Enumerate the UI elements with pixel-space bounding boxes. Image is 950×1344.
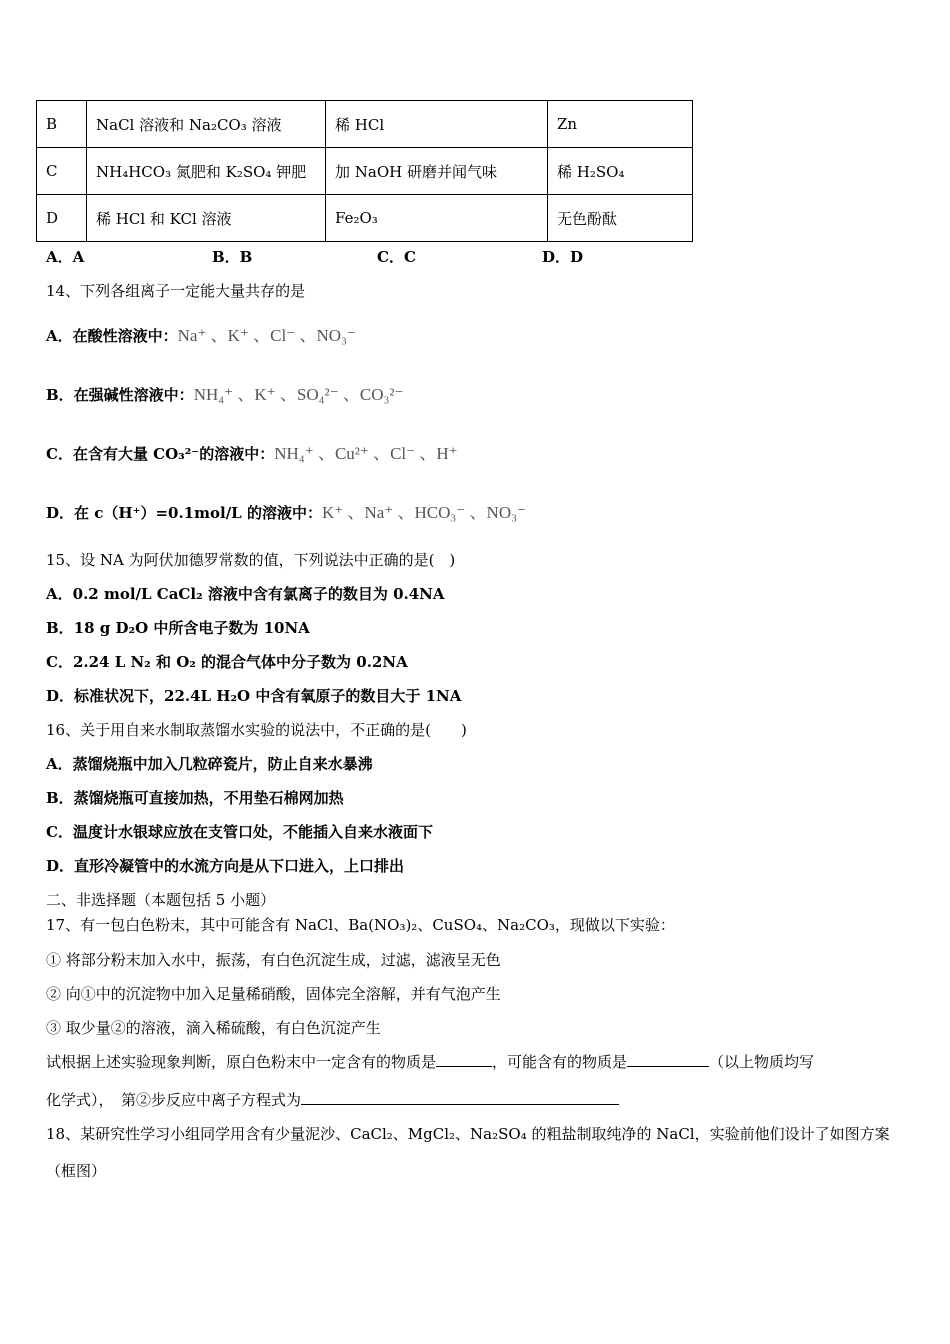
q17-step-1: ① 将部分粉末加入水中，振荡，有白色沉淀生成，过滤，滤液呈无色 (46, 951, 501, 969)
question-text: ，可能含有的物质是 (492, 1053, 628, 1071)
row-label: B (37, 101, 87, 148)
cell-reagent: 稀 HCl (326, 101, 548, 148)
ion-list: K⁺ 、Na⁺ 、HCO₃⁻ 、NO₃⁻ (321, 503, 526, 522)
row-label: D (37, 195, 87, 242)
q16-option-c: C．温度计水银球应放在支管口处，不能插入自来水液面下 (46, 823, 433, 841)
q15-option-d: D．标准状况下，22.4L H₂O 中含有氧原子的数目大于 1NA (46, 687, 462, 705)
q18-stem: 18、某研究性学习小组同学用含有少量泥沙、CaCl₂、MgCl₂、Na₂SO₄ 的粗盐制取纯净的 NaCl，实验前他们设计了如图方案 (46, 1125, 890, 1143)
cell-reagent-2: 稀 H₂SO₄ (548, 148, 693, 195)
question-text: 化学式）， 第②步反应中离子方程式为 (46, 1091, 302, 1109)
q16-option-b: B．蒸馏烧瓶可直接加热，不用垫石棉网加热 (46, 789, 344, 807)
options-table (36, 100, 693, 242)
option-label: A．在酸性溶液中： (46, 327, 178, 345)
q17-step-2: ② 向①中的沉淀物中加入足量稀硝酸，固体完全溶解，并有气泡产生 (46, 985, 501, 1003)
section-heading: 二、非选择题（本题包括 5 小题） (46, 891, 276, 909)
ion-list: NH₄⁺ 、K⁺ 、SO₄²⁻ 、CO₃²⁻ (193, 385, 404, 404)
q16-option-d: D．直形冷凝管中的水流方向是从下口进入，上口排出 (46, 857, 405, 875)
option-label: B．在强碱性溶液中： (46, 386, 194, 404)
q15-option-c: C．2.24 L N₂ 和 O₂ 的混合气体中分子数为 0.2NA (46, 653, 408, 671)
answer-blank-1[interactable] (436, 1066, 492, 1067)
cell-substances: NH₄HCO₃ 氮肥和 K₂SO₄ 钾肥 (87, 148, 326, 195)
option-label: C．在含有大量 CO₃²⁻的溶液中： (46, 445, 275, 463)
option-label: D．在 c（H⁺）=0.1mol/L 的溶液中： (46, 504, 322, 522)
q17-step-3: ③ 取少量②的溶液，滴入稀硫酸，有白色沉淀产生 (46, 1019, 381, 1037)
cell-reagent: 加 NaOH 研磨并闻气味 (326, 148, 548, 195)
table-row (37, 148, 693, 195)
q14-stem: 14、下列各组离子一定能大量共存的是 (46, 282, 306, 300)
q17-question-line (46, 1052, 814, 1072)
q14-option-c (46, 444, 458, 464)
answer-blank-3[interactable] (301, 1104, 619, 1105)
q13-choice-c: C．C (377, 248, 416, 266)
q16-option-a: A．蒸馏烧瓶中加入几粒碎瓷片，防止自来水暴沸 (46, 755, 373, 773)
q18-stem-cont: （框图） (46, 1162, 107, 1180)
q16-stem: 16、关于用自来水制取蒸馏水实验的说法中，不正确的是( ) (46, 721, 467, 739)
q17-stem: 17、有一包白色粉末，其中可能含有 NaCl、Ba(NO₃)₂、CuSO₄、Na₂CO₃，现做以下实验： (46, 916, 675, 934)
table-row (37, 101, 693, 148)
q17-question-line-2 (46, 1090, 619, 1110)
q14-option-d (46, 503, 526, 523)
row-label: C (37, 148, 87, 195)
q15-stem: 15、设 NA 为阿伏加德罗常数的值，下列说法中正确的是( ) (46, 551, 456, 569)
question-text: 试根据上述实验现象判断，原白色粉末中一定含有的物质是 (46, 1053, 437, 1071)
table-row (37, 195, 693, 242)
q15-option-b: B．18 g D₂O 中所含电子数为 10NA (46, 619, 310, 637)
question-text: （以上物质均写 (709, 1053, 815, 1071)
q13-choice-b: B．B (212, 248, 253, 266)
answer-blank-2[interactable] (627, 1066, 709, 1067)
ion-list: NH₄⁺ 、Cu²⁺ 、Cl⁻ 、H⁺ (274, 444, 458, 463)
q14-option-b (46, 385, 403, 405)
q15-option-a: A．0.2 mol/L CaCl₂ 溶液中含有氯离子的数目为 0.4NA (46, 585, 445, 603)
cell-reagent: Fe₂O₃ (326, 195, 548, 242)
ion-list: Na⁺ 、K⁺ 、Cl⁻ 、NO₃⁻ (177, 326, 356, 345)
cell-substances: NaCl 溶液和 Na₂CO₃ 溶液 (87, 101, 326, 148)
cell-reagent-2: Zn (548, 101, 693, 148)
q14-option-a (46, 326, 356, 346)
q13-choice-d: D．D (542, 248, 584, 266)
cell-reagent-2: 无色酚酞 (548, 195, 693, 242)
q13-choice-a: A．A (46, 248, 85, 266)
cell-substances: 稀 HCl 和 KCl 溶液 (87, 195, 326, 242)
